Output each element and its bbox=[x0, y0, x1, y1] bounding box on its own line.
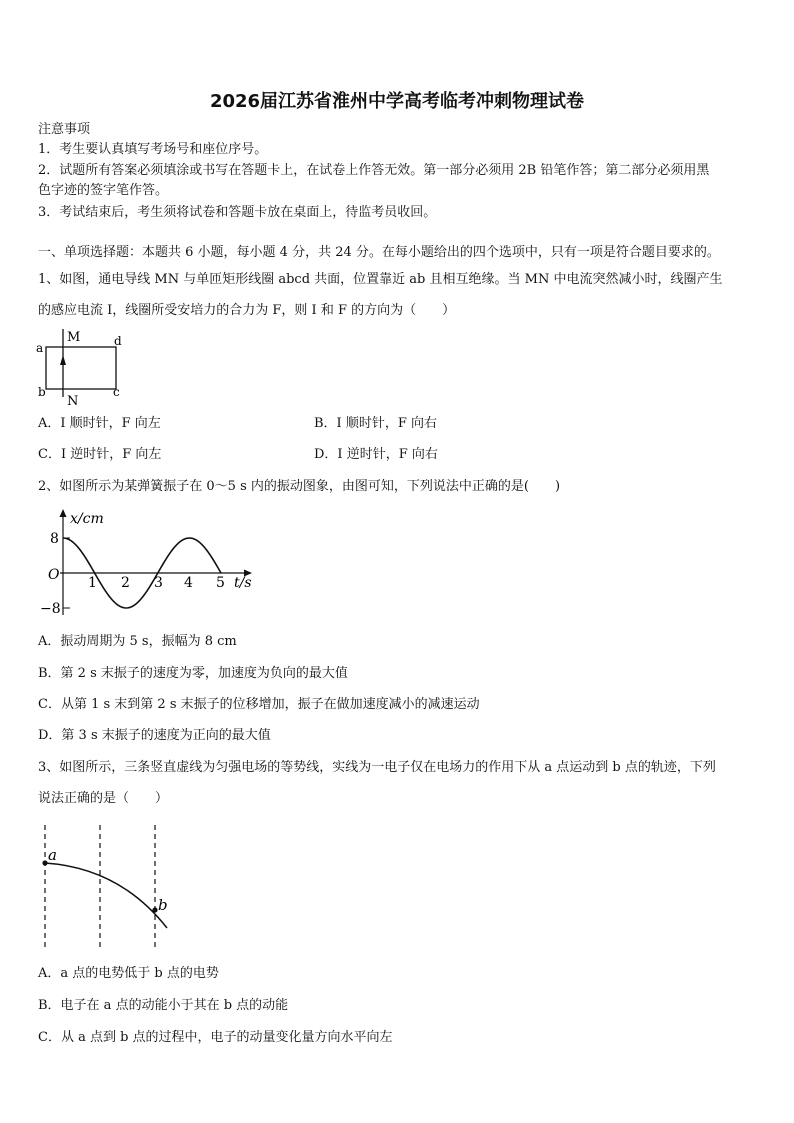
q2-option-c: C．从第 1 s 末到第 2 s 末振子的位移增加，振子在做加速度减小的减速运动 bbox=[38, 697, 480, 712]
q2-vibration-graph bbox=[30, 505, 270, 620]
q3-option-b: B．电子在 a 点的动能小于其在 b 点的动能 bbox=[38, 998, 289, 1013]
y-tick-8: 8 bbox=[50, 531, 59, 547]
q2-option-a: A．振动周期为 5 s，振幅为 8 cm bbox=[38, 634, 237, 649]
q1-option-a: A．I 顺时针，F 向左 bbox=[38, 416, 161, 431]
section-heading: 一、单项选择题：本题共 6 小题，每小题 4 分，共 24 分。在每小题给出的四个选项中，只有一项是符合题目要求的。 bbox=[38, 245, 720, 260]
x-tick-5: 5 bbox=[216, 575, 225, 591]
q1-option-d: D．I 逆时针，F 向右 bbox=[314, 447, 438, 462]
label-m: M bbox=[67, 330, 81, 345]
q1-stem-line2: 的感应电流 I，线圈所受安培力的合力为 F，则 I 和 F 的方向为（ ） bbox=[38, 303, 456, 318]
q3-option-c: C．从 a 点到 b 点的过程中，电子的动量变化量方向水平向左 bbox=[38, 1030, 393, 1045]
point-a bbox=[42, 860, 47, 865]
y-axis-arrow bbox=[60, 509, 67, 517]
q3-figure bbox=[30, 820, 180, 955]
label-a: a bbox=[48, 846, 57, 864]
q1-stem-line1: 1、如图，通电导线 MN 与单匝矩形线圈 abcd 共面，位置靠近 ab 且相互绝缘。当 MN 中电流突然减小时，线圈产生 bbox=[38, 272, 723, 287]
q2-option-b: B．第 2 s 末振子的速度为零，加速度为负向的最大值 bbox=[38, 666, 348, 681]
x-tick-3: 3 bbox=[154, 575, 163, 591]
notice-item: 3．考试结束后，考生须将试卷和答题卡放在桌面上，待监考员收回。 bbox=[38, 205, 437, 220]
x-tick-2: 2 bbox=[121, 575, 130, 591]
q1-figure bbox=[30, 325, 130, 409]
notice-item: 2．试题所有答案必须填涂或书写在答题卡上，在试卷上作答无效。第一部分必须用 2B 铅笔作答；第二部分必须用黑 bbox=[38, 163, 710, 178]
origin-label: O bbox=[48, 567, 60, 583]
x-axis-label: t/s bbox=[234, 575, 252, 591]
q3-stem-line2: 说法正确的是（ ） bbox=[38, 791, 169, 806]
notice-item: 色字迹的签字笔作答。 bbox=[38, 183, 169, 198]
y-tick-neg8: −8 bbox=[40, 601, 61, 617]
q2-stem: 2、如图所示为某弹簧振子在 0～5 s 内的振动图象，由图可知，下列说法中正确的是( ) bbox=[38, 479, 561, 494]
coil-rectangle bbox=[46, 347, 116, 389]
label-d: d bbox=[114, 334, 122, 348]
notice-heading: 注意事项 bbox=[38, 122, 91, 137]
y-axis-label: x/cm bbox=[70, 511, 104, 527]
electron-trajectory bbox=[45, 863, 167, 928]
label-b: b bbox=[158, 896, 168, 914]
exam-title: 2026届江苏省淮州中学高考临考冲刺物理试卷 bbox=[209, 91, 585, 112]
q1-option-c: C．I 逆时针，F 向左 bbox=[38, 447, 162, 462]
x-tick-1: 1 bbox=[88, 575, 97, 591]
q3-option-a: A．a 点的电势低于 b 点的电势 bbox=[38, 966, 219, 981]
notice-item: 1．考生要认真填写考场号和座位序号。 bbox=[38, 142, 268, 157]
label-n: N bbox=[67, 394, 79, 409]
x-tick-4: 4 bbox=[184, 575, 193, 591]
current-arrow bbox=[60, 355, 66, 365]
label-b: b bbox=[38, 385, 46, 399]
label-a: a bbox=[36, 341, 44, 355]
q1-option-b: B．I 顺时针，F 向右 bbox=[314, 416, 437, 431]
q3-stem-line1: 3、如图所示，三条竖直虚线为匀强电场的等势线，实线为一电子仅在电场力的作用下从 a 点运动到 b 点的轨迹，下列 bbox=[38, 760, 716, 775]
q2-option-d: D．第 3 s 末振子的速度为正向的最大值 bbox=[38, 728, 271, 743]
label-c: c bbox=[113, 385, 120, 399]
point-b bbox=[152, 907, 157, 912]
